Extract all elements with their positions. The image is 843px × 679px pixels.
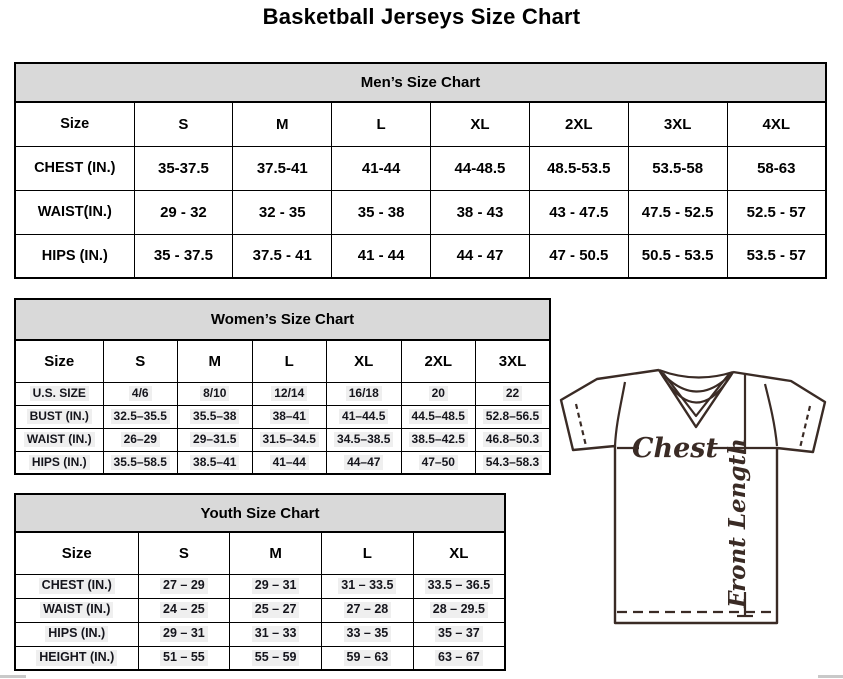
value-text: 33.5 – 36.5	[425, 578, 494, 594]
value-text: 27 – 28	[344, 602, 392, 618]
value-text: 27 – 29	[160, 578, 208, 594]
row-label-text: HIPS (IN.)	[29, 455, 90, 470]
row-label	[15, 451, 103, 474]
womens-header-m: M	[178, 340, 253, 382]
value-cell: 53.5-58	[628, 146, 727, 190]
jersey-outline	[561, 370, 825, 623]
value-cell	[413, 646, 505, 670]
value-text: 59 – 63	[344, 650, 392, 666]
value-cell: 37.5-41	[233, 146, 332, 190]
value-text: 29 – 31	[160, 626, 208, 642]
value-text: 44–47	[344, 455, 383, 470]
value-text: 35 – 37	[435, 626, 483, 642]
value-cell	[322, 574, 414, 598]
row-label	[15, 405, 103, 428]
value-cell	[252, 451, 327, 474]
value-cell	[413, 574, 505, 598]
womens-waist-row	[15, 428, 550, 451]
row-label-text: HIPS (IN.)	[45, 626, 108, 642]
value-cell	[230, 598, 322, 622]
value-cell: 44-48.5	[431, 146, 530, 190]
value-cell	[178, 382, 253, 405]
value-text: 31 – 33	[252, 626, 300, 642]
cropped-table-fragment-left	[0, 675, 26, 678]
value-cell	[230, 646, 322, 670]
womens-table-title-row	[15, 299, 550, 340]
value-cell	[230, 622, 322, 646]
value-cell: 37.5 - 41	[233, 234, 332, 278]
chest-label: Chest	[632, 433, 718, 464]
youth-header-size: Size	[15, 532, 138, 574]
sleeve-stitch-right	[800, 406, 810, 448]
jersey-armhole-seam-right	[765, 384, 777, 446]
value-cell: 35 - 37.5	[134, 234, 233, 278]
value-cell	[401, 428, 476, 451]
value-text: 24 – 25	[160, 602, 208, 618]
value-cell	[327, 382, 402, 405]
value-cell	[138, 598, 230, 622]
value-cell	[413, 598, 505, 622]
youth-header-s: S	[138, 532, 230, 574]
value-text: 4/6	[129, 386, 152, 401]
value-cell	[230, 574, 322, 598]
value-text: 32.5–35.5	[111, 409, 170, 424]
womens-header-xl: XL	[327, 340, 402, 382]
value-cell	[178, 451, 253, 474]
value-cell	[476, 382, 551, 405]
mens-chest-row	[15, 146, 826, 190]
womens-hips-row	[15, 451, 550, 474]
row-label-text: CHEST (IN.)	[39, 578, 115, 594]
value-cell: 47.5 - 52.5	[628, 190, 727, 234]
mens-header-row	[15, 102, 826, 146]
cropped-table-fragment-right	[818, 675, 843, 678]
value-cell: 43 - 47.5	[529, 190, 628, 234]
value-text: 20	[429, 386, 448, 401]
value-text: 16/18	[346, 386, 382, 401]
youth-table-title-row	[15, 494, 505, 532]
womens-header-s: S	[103, 340, 178, 382]
sleeve-stitch-left	[576, 404, 586, 446]
value-cell	[178, 428, 253, 451]
jersey-measurement-diagram	[553, 358, 835, 630]
value-cell	[322, 598, 414, 622]
womens-header-2xl: 2XL	[401, 340, 476, 382]
value-cell	[327, 451, 402, 474]
value-cell	[401, 405, 476, 428]
row-label-text: U.S. SIZE	[30, 386, 89, 401]
value-text: 26–29	[121, 432, 160, 447]
value-text: 38.5–41	[190, 455, 239, 470]
womens-header-row	[15, 340, 550, 382]
value-text: 41–44.5	[339, 409, 388, 424]
mens-header-l: L	[332, 102, 431, 146]
value-cell: 29 - 32	[134, 190, 233, 234]
value-cell: 41-44	[332, 146, 431, 190]
value-text: 22	[503, 386, 522, 401]
mens-header-s: S	[134, 102, 233, 146]
value-cell	[178, 405, 253, 428]
value-text: 51 – 55	[160, 650, 208, 666]
value-cell: 35 - 38	[332, 190, 431, 234]
value-cell	[476, 451, 551, 474]
front-length-label: Front Length	[724, 438, 751, 608]
value-text: 54.3–58.3	[483, 455, 542, 470]
value-cell	[322, 646, 414, 670]
value-text: 34.5–38.5	[334, 432, 393, 447]
value-text: 12/14	[271, 386, 307, 401]
value-cell	[476, 428, 551, 451]
youth-height-row	[15, 646, 505, 670]
row-label	[15, 574, 138, 598]
row-label-text: BUST (IN.)	[27, 409, 92, 424]
value-text: 38–41	[270, 409, 309, 424]
value-text: 25 – 27	[252, 602, 300, 618]
womens-header-3xl: 3XL	[476, 340, 551, 382]
youth-header-xl: XL	[413, 532, 505, 574]
value-text: 44.5–48.5	[409, 409, 468, 424]
value-cell	[252, 405, 327, 428]
value-text: 35.5–58.5	[111, 455, 170, 470]
row-label: HIPS (IN.)	[15, 234, 134, 278]
row-label	[15, 646, 138, 670]
womens-header-l: L	[252, 340, 327, 382]
value-cell	[103, 451, 178, 474]
value-text: 41–44	[270, 455, 309, 470]
value-cell	[413, 622, 505, 646]
mens-header-size: Size	[15, 102, 134, 146]
value-cell: 47 - 50.5	[529, 234, 628, 278]
youth-waist-row	[15, 598, 505, 622]
value-text: 8/10	[200, 386, 229, 401]
mens-header-m: M	[233, 102, 332, 146]
womens-header-size: Size	[15, 340, 103, 382]
value-cell	[138, 622, 230, 646]
youth-hips-row	[15, 622, 505, 646]
value-cell	[327, 428, 402, 451]
value-text: 29 – 31	[252, 578, 300, 594]
value-text: 28 – 29.5	[430, 602, 488, 618]
mens-header-4xl: 4XL	[727, 102, 826, 146]
value-cell: 53.5 - 57	[727, 234, 826, 278]
value-cell	[401, 451, 476, 474]
row-label-text: HEIGHT (IN.)	[36, 650, 117, 666]
womens-ussize-row	[15, 382, 550, 405]
value-cell: 35-37.5	[134, 146, 233, 190]
row-label	[15, 382, 103, 405]
value-cell: 50.5 - 53.5	[628, 234, 727, 278]
jersey-armhole-seam-left	[615, 382, 625, 446]
value-cell: 38 - 43	[431, 190, 530, 234]
value-cell	[252, 428, 327, 451]
womens-table-title: Women’s Size Chart	[15, 299, 550, 340]
value-cell: 41 - 44	[332, 234, 431, 278]
value-text: 55 – 59	[252, 650, 300, 666]
value-cell	[322, 622, 414, 646]
row-label-text: WAIST (IN.)	[40, 602, 113, 618]
value-text: 46.8–50.3	[483, 432, 542, 447]
value-cell	[476, 405, 551, 428]
youth-chest-row	[15, 574, 505, 598]
value-cell: 52.5 - 57	[727, 190, 826, 234]
row-label: WAIST(IN.)	[15, 190, 134, 234]
womens-size-chart-table	[14, 298, 551, 475]
youth-header-m: M	[230, 532, 322, 574]
value-text: 35.5–38	[190, 409, 239, 424]
row-label	[15, 622, 138, 646]
mens-hips-row	[15, 234, 826, 278]
value-text: 52.8–56.5	[483, 409, 542, 424]
page-title: Basketball Jerseys Size Chart	[262, 4, 581, 29]
mens-header-3xl: 3XL	[628, 102, 727, 146]
value-cell	[138, 646, 230, 670]
value-text: 38.5–42.5	[409, 432, 468, 447]
value-cell: 58-63	[727, 146, 826, 190]
value-cell	[138, 574, 230, 598]
value-cell	[401, 382, 476, 405]
mens-waist-row	[15, 190, 826, 234]
value-cell: 44 - 47	[431, 234, 530, 278]
value-cell	[103, 405, 178, 428]
row-label-text: WAIST (IN.)	[24, 432, 95, 447]
mens-table-title-row	[15, 63, 826, 102]
value-text: 31 – 33.5	[338, 578, 396, 594]
value-cell	[103, 428, 178, 451]
mens-size-chart-table	[14, 62, 827, 279]
youth-size-chart-table	[14, 493, 506, 671]
mens-table-title: Men’s Size Chart	[15, 63, 826, 102]
value-cell: 32 - 35	[233, 190, 332, 234]
row-label	[15, 598, 138, 622]
value-text: 47–50	[419, 455, 458, 470]
value-text: 33 – 35	[344, 626, 392, 642]
mens-header-xl: XL	[431, 102, 530, 146]
value-cell	[327, 405, 402, 428]
value-text: 63 – 67	[435, 650, 483, 666]
row-label: CHEST (IN.)	[15, 146, 134, 190]
womens-bust-row	[15, 405, 550, 428]
value-text: 31.5–34.5	[260, 432, 319, 447]
value-cell: 48.5-53.5	[529, 146, 628, 190]
youth-table-title: Youth Size Chart	[15, 494, 505, 532]
row-label	[15, 428, 103, 451]
value-cell	[103, 382, 178, 405]
mens-header-2xl: 2XL	[529, 102, 628, 146]
value-text: 29–31.5	[190, 432, 239, 447]
youth-header-row	[15, 532, 505, 574]
collar-back-chord	[659, 370, 733, 378]
youth-header-l: L	[322, 532, 414, 574]
value-cell	[252, 382, 327, 405]
